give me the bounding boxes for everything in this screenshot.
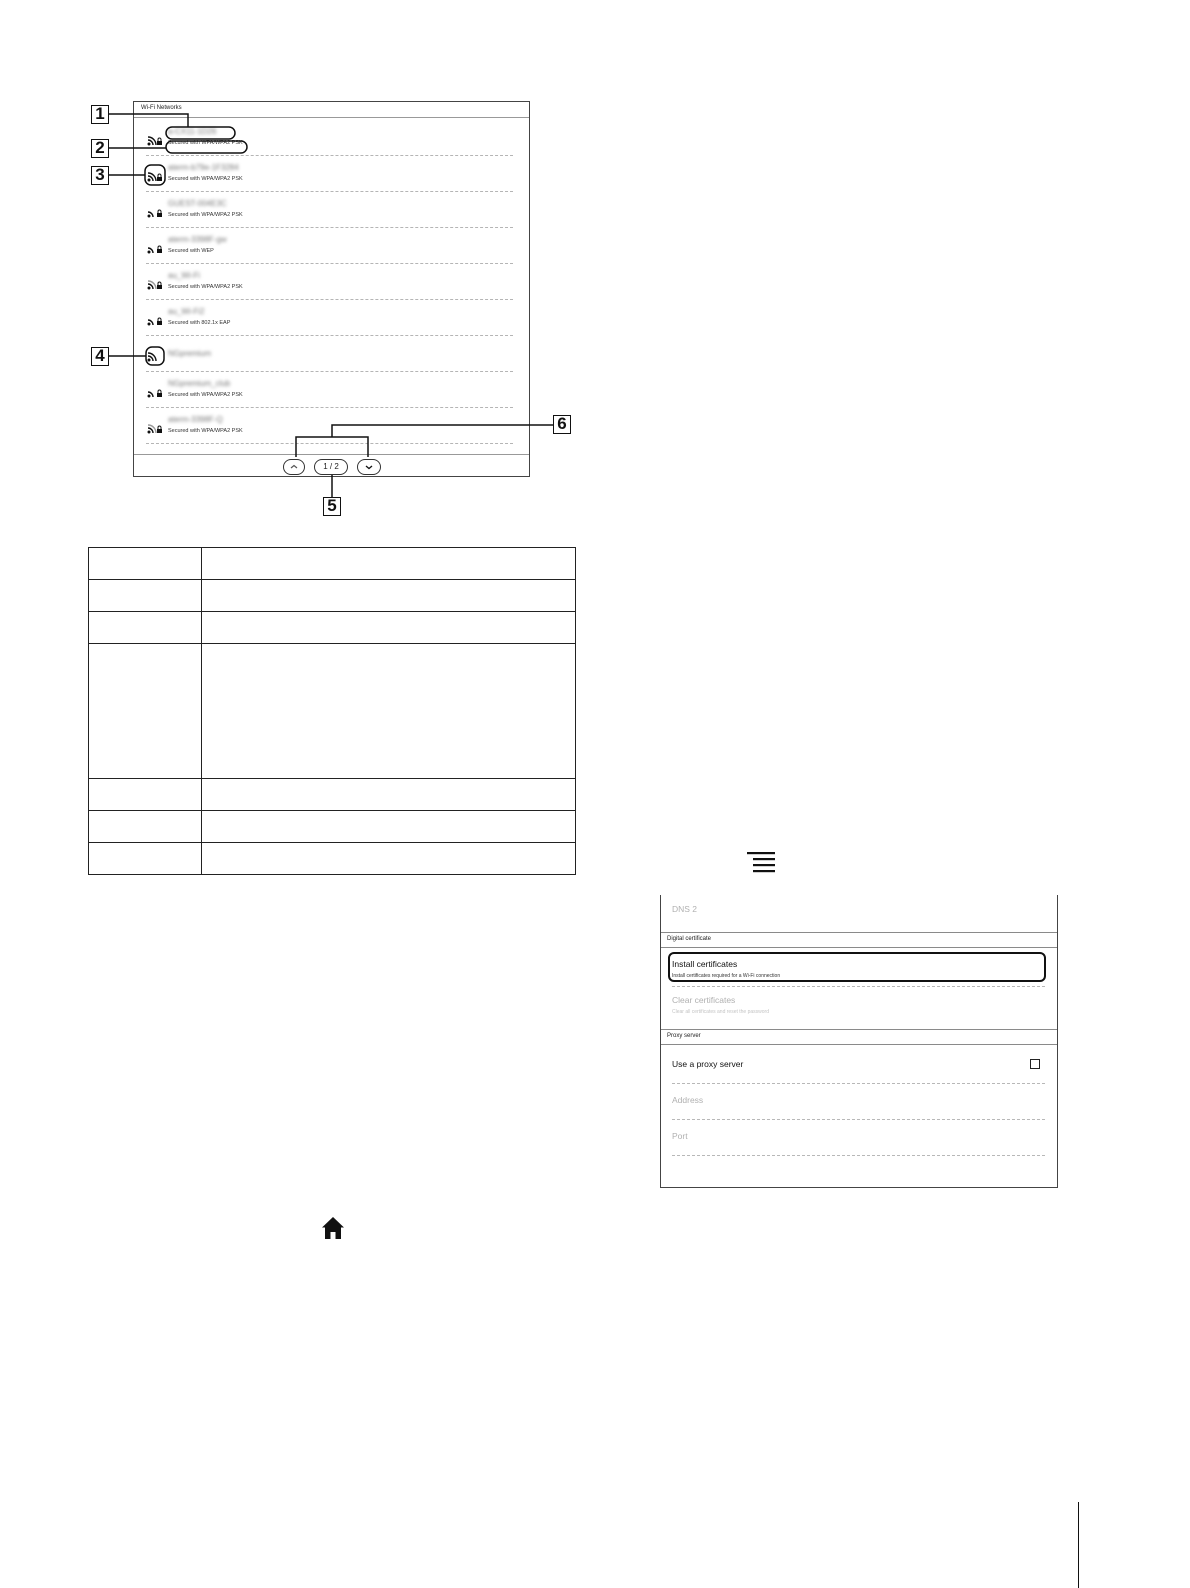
table-cell	[89, 644, 202, 779]
install-certificates-description: Install certificates required for a Wi-Fi connection	[672, 973, 781, 979]
wifi-locked-icon	[147, 310, 163, 326]
network-row[interactable]	[146, 264, 513, 300]
network-security: Secured with WPA/WPA2 PSK	[168, 428, 243, 434]
chevron-up-icon	[289, 462, 299, 472]
table-cell	[202, 779, 576, 811]
wifi-networks-header: Wi-Fi Networks	[141, 105, 182, 111]
table-row	[89, 644, 576, 779]
wifi-open-icon	[147, 346, 163, 362]
network-security: Secured with 802.1x EAP	[168, 320, 231, 326]
item-divider	[672, 1119, 1045, 1120]
proxy-address-field[interactable]: Address	[672, 1095, 704, 1105]
wifi-locked-icon	[147, 418, 163, 434]
network-row[interactable]	[146, 408, 513, 444]
table-cell	[202, 612, 576, 644]
table-cell	[89, 843, 202, 875]
chevron-down-icon	[364, 462, 374, 472]
section-divider	[661, 1044, 1057, 1045]
table-row	[89, 612, 576, 644]
table-row	[89, 811, 576, 843]
home-icon	[320, 1215, 346, 1241]
network-security: Secured with WEP	[168, 248, 214, 254]
network-settings-screenshot	[660, 895, 1058, 1188]
table-cell	[89, 548, 202, 580]
callout-1: 1	[91, 105, 109, 124]
network-name: GUEST-004E3C	[168, 199, 227, 208]
page-down-button[interactable]	[357, 459, 381, 475]
table-cell	[89, 779, 202, 811]
network-name: NGpremium	[168, 349, 212, 358]
callout-5: 5	[323, 497, 341, 516]
install-certificates-label: Install certificates	[672, 959, 738, 969]
callout-3: 3	[91, 166, 109, 185]
table-cell	[202, 548, 576, 580]
network-security: Secured with WPA/WPA2 PSK	[168, 284, 243, 290]
network-security: Secured with WPA/WPA2 PSK	[168, 140, 243, 146]
wifi-networks-screenshot	[133, 101, 530, 477]
table-row	[89, 548, 576, 580]
dns2-field[interactable]: DNS 2	[672, 904, 698, 914]
table-cell	[89, 580, 202, 612]
page-edge-rule	[1078, 1502, 1079, 1588]
clear-certificates-label: Clear certificates	[672, 995, 736, 1005]
footer-divider	[134, 454, 529, 455]
digital-certificate-heading: Digital certificate	[667, 936, 712, 942]
network-name: au_Wi-Fi2	[168, 307, 205, 316]
item-divider	[672, 986, 1045, 987]
table-cell	[89, 811, 202, 843]
table-cell	[89, 612, 202, 644]
network-name: aterm-b79e-1F3284	[168, 163, 239, 172]
callout-2: 2	[91, 139, 109, 158]
table-cell	[202, 580, 576, 612]
network-row[interactable]	[146, 228, 513, 264]
header-divider	[134, 117, 529, 118]
page-indicator: 1 / 2	[314, 459, 348, 475]
table-cell	[202, 644, 576, 779]
network-name: a-CX11-1D26	[168, 127, 217, 136]
wifi-locked-icon	[147, 274, 163, 290]
wifi-locked-icon	[147, 202, 163, 218]
network-row[interactable]	[146, 372, 513, 408]
section-divider	[661, 932, 1057, 933]
wifi-locked-icon	[147, 130, 163, 146]
wifi-locked-icon	[147, 382, 163, 398]
network-security: Secured with WPA/WPA2 PSK	[168, 212, 243, 218]
table-cell	[202, 811, 576, 843]
network-row[interactable]	[146, 156, 513, 192]
menu-icon	[747, 851, 775, 875]
network-row[interactable]	[146, 192, 513, 228]
network-name: NGpremium_club	[168, 379, 231, 388]
network-row[interactable]	[146, 336, 513, 372]
network-name: aterm-3398F-gw	[168, 235, 227, 244]
section-divider	[661, 1029, 1057, 1030]
callout-4: 4	[91, 347, 109, 366]
network-security: Secured with WPA/WPA2 PSK	[168, 176, 243, 182]
section-divider	[661, 947, 1057, 948]
proxy-port-field[interactable]: Port	[672, 1131, 688, 1141]
wifi-locked-icon	[147, 166, 163, 182]
table-row	[89, 779, 576, 811]
item-divider	[672, 1155, 1045, 1156]
use-proxy-checkbox[interactable]	[1030, 1059, 1040, 1069]
callout-description-table	[88, 547, 576, 875]
table-row	[89, 580, 576, 612]
network-security: Secured with WPA/WPA2 PSK	[168, 392, 243, 398]
page-up-button[interactable]	[283, 459, 305, 475]
use-proxy-label: Use a proxy server	[672, 1059, 744, 1069]
network-name: au_Wi-Fi	[168, 271, 201, 280]
table-cell	[202, 843, 576, 875]
network-row[interactable]	[146, 300, 513, 336]
network-name: aterm-3398F-Q	[168, 415, 223, 424]
network-row[interactable]	[146, 120, 513, 156]
wifi-locked-icon	[147, 238, 163, 254]
item-divider	[672, 1083, 1045, 1084]
clear-certificates-description: Clear all certificates and reset the password	[672, 1009, 769, 1015]
proxy-server-heading: Proxy server	[667, 1033, 701, 1039]
table-row	[89, 843, 576, 875]
callout-6: 6	[553, 415, 571, 434]
